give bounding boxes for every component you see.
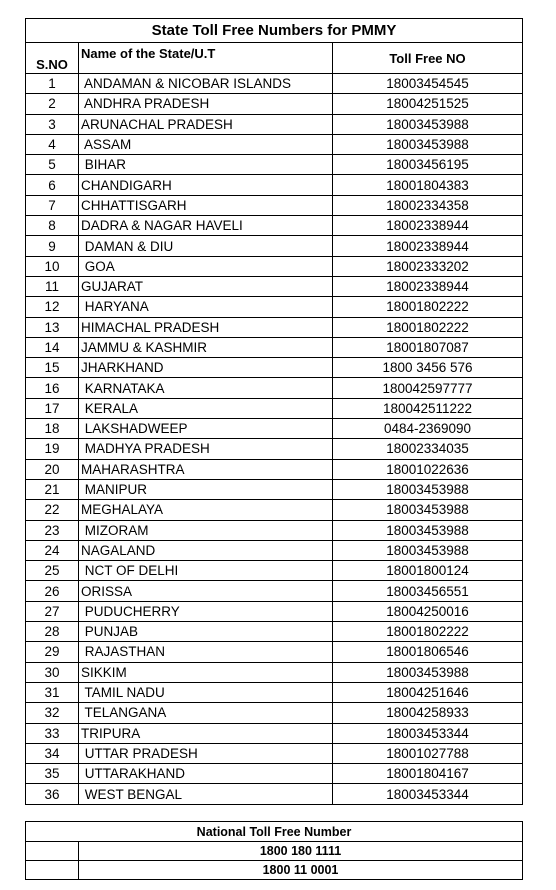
row-toll-free-cell: 18003453988 bbox=[333, 540, 523, 560]
row-sno-cell: 13 bbox=[26, 317, 79, 337]
row-sno-cell: 26 bbox=[26, 581, 79, 601]
row-state-name-cell: PUNJAB bbox=[79, 622, 333, 642]
row-toll-free-cell: 18003456195 bbox=[333, 155, 523, 175]
row-state-name-cell: HIMACHAL PRADESH bbox=[79, 317, 333, 337]
row-sno-cell: 27 bbox=[26, 601, 79, 621]
table-body bbox=[26, 74, 523, 805]
table-title: State Toll Free Numbers for PMMY bbox=[26, 19, 523, 43]
national-table-title: National Toll Free Number bbox=[26, 822, 523, 842]
row-sno-cell: 29 bbox=[26, 642, 79, 662]
row-sno-cell: 3 bbox=[26, 114, 79, 134]
table-row bbox=[26, 723, 523, 743]
table-row bbox=[26, 622, 523, 642]
table-row bbox=[26, 256, 523, 276]
national-number-row bbox=[26, 842, 523, 861]
table-row bbox=[26, 520, 523, 540]
row-state-name-cell: MANIPUR bbox=[79, 479, 333, 499]
row-state-name-cell: CHANDIGARH bbox=[79, 175, 333, 195]
table-row bbox=[26, 317, 523, 337]
row-sno-cell: 31 bbox=[26, 682, 79, 702]
row-toll-free-cell: 18001800124 bbox=[333, 561, 523, 581]
row-state-name-cell: UTTAR PRADESH bbox=[79, 743, 333, 763]
national-number-row bbox=[26, 861, 523, 880]
table-row bbox=[26, 195, 523, 215]
row-sno-cell: 24 bbox=[26, 540, 79, 560]
row-state-name-cell: HARYANA bbox=[79, 297, 333, 317]
row-toll-free-cell: 18003453344 bbox=[333, 784, 523, 804]
row-state-name-cell: MIZORAM bbox=[79, 520, 333, 540]
row-toll-free-cell: 18002338944 bbox=[333, 216, 523, 236]
row-state-name-cell: BIHAR bbox=[79, 155, 333, 175]
row-toll-free-cell: 18001027788 bbox=[333, 743, 523, 763]
table-row bbox=[26, 784, 523, 804]
row-toll-free-cell: 18003453988 bbox=[333, 479, 523, 499]
row-state-name-cell: WEST BENGAL bbox=[79, 784, 333, 804]
row-state-name-cell: ARUNACHAL PRADESH bbox=[79, 114, 333, 134]
table-row bbox=[26, 561, 523, 581]
row-state-name-cell: DAMAN & DIU bbox=[79, 236, 333, 256]
table-row bbox=[26, 662, 523, 682]
row-toll-free-cell: 18004250016 bbox=[333, 601, 523, 621]
row-sno-cell: 11 bbox=[26, 276, 79, 296]
row-sno-cell: 34 bbox=[26, 743, 79, 763]
row-state-name-cell: UTTARAKHAND bbox=[79, 764, 333, 784]
row-state-name-cell: TAMIL NADU bbox=[79, 682, 333, 702]
row-sno-cell: 30 bbox=[26, 662, 79, 682]
row-state-name-cell: GOA bbox=[79, 256, 333, 276]
row-state-name-cell: GUJARAT bbox=[79, 276, 333, 296]
table-row bbox=[26, 378, 523, 398]
row-sno-cell: 16 bbox=[26, 378, 79, 398]
row-sno-cell: 18 bbox=[26, 419, 79, 439]
national-number: 1800 11 0001 bbox=[79, 861, 523, 880]
row-toll-free-cell: 1800 3456 576 bbox=[333, 358, 523, 378]
row-sno-cell: 21 bbox=[26, 479, 79, 499]
row-state-name-cell: MAHARASHTRA bbox=[79, 459, 333, 479]
row-state-name-cell: MEGHALAYA bbox=[79, 500, 333, 520]
column-header-state-name: Name of the State/U.T bbox=[79, 43, 333, 74]
table-row bbox=[26, 601, 523, 621]
row-toll-free-cell: 18002334358 bbox=[333, 195, 523, 215]
row-state-name-cell: NAGALAND bbox=[79, 540, 333, 560]
row-state-name-cell: SIKKIM bbox=[79, 662, 333, 682]
table-row bbox=[26, 74, 523, 94]
row-toll-free-cell: 18001802222 bbox=[333, 317, 523, 337]
row-toll-free-cell: 18002338944 bbox=[333, 276, 523, 296]
table-row bbox=[26, 114, 523, 134]
row-state-name-cell: RAJASTHAN bbox=[79, 642, 333, 662]
table-row bbox=[26, 439, 523, 459]
row-sno-cell: 36 bbox=[26, 784, 79, 804]
row-toll-free-cell: 18003453988 bbox=[333, 114, 523, 134]
row-state-name-cell: TELANGANA bbox=[79, 703, 333, 723]
row-sno-cell: 7 bbox=[26, 195, 79, 215]
row-toll-free-cell: 18002334035 bbox=[333, 439, 523, 459]
national-row-blank-cell bbox=[26, 861, 79, 880]
row-sno-cell: 9 bbox=[26, 236, 79, 256]
national-toll-free-table bbox=[25, 821, 523, 880]
row-sno-cell: 5 bbox=[26, 155, 79, 175]
table-row bbox=[26, 682, 523, 702]
row-sno-cell: 15 bbox=[26, 358, 79, 378]
national-number: 1800 180 1111 bbox=[79, 842, 523, 861]
row-sno-cell: 28 bbox=[26, 622, 79, 642]
row-sno-cell: 2 bbox=[26, 94, 79, 114]
row-sno-cell: 8 bbox=[26, 216, 79, 236]
row-toll-free-cell: 18001802222 bbox=[333, 622, 523, 642]
table-row bbox=[26, 459, 523, 479]
row-sno-cell: 33 bbox=[26, 723, 79, 743]
row-toll-free-cell: 18001804167 bbox=[333, 764, 523, 784]
row-sno-cell: 17 bbox=[26, 398, 79, 418]
row-toll-free-cell: 18001802222 bbox=[333, 297, 523, 317]
row-toll-free-cell: 18004258933 bbox=[333, 703, 523, 723]
row-toll-free-cell: 0484-2369090 bbox=[333, 419, 523, 439]
row-toll-free-cell: 18003453988 bbox=[333, 134, 523, 154]
row-state-name-cell: CHHATTISGARH bbox=[79, 195, 333, 215]
row-toll-free-cell: 18004251646 bbox=[333, 682, 523, 702]
row-state-name-cell: NCT OF DELHI bbox=[79, 561, 333, 581]
row-sno-cell: 22 bbox=[26, 500, 79, 520]
row-sno-cell: 12 bbox=[26, 297, 79, 317]
row-toll-free-cell: 18003456551 bbox=[333, 581, 523, 601]
row-state-name-cell: KARNATAKA bbox=[79, 378, 333, 398]
row-sno-cell: 25 bbox=[26, 561, 79, 581]
table-row bbox=[26, 236, 523, 256]
row-toll-free-cell: 180042597777 bbox=[333, 378, 523, 398]
row-toll-free-cell: 18001807087 bbox=[333, 337, 523, 357]
row-state-name-cell: MADHYA PRADESH bbox=[79, 439, 333, 459]
column-header-sno: S.NO bbox=[26, 43, 79, 74]
row-sno-cell: 6 bbox=[26, 175, 79, 195]
table-row bbox=[26, 358, 523, 378]
state-toll-free-table bbox=[25, 18, 523, 805]
row-toll-free-cell: 18003453988 bbox=[333, 662, 523, 682]
row-state-name-cell: LAKSHADWEEP bbox=[79, 419, 333, 439]
row-toll-free-cell: 18004251525 bbox=[333, 94, 523, 114]
row-sno-cell: 19 bbox=[26, 439, 79, 459]
row-sno-cell: 14 bbox=[26, 337, 79, 357]
table-row bbox=[26, 479, 523, 499]
row-state-name-cell: ANDAMAN & NICOBAR ISLANDS bbox=[79, 74, 333, 94]
row-sno-cell: 35 bbox=[26, 764, 79, 784]
table-row bbox=[26, 175, 523, 195]
row-toll-free-cell: 180042511222 bbox=[333, 398, 523, 418]
row-toll-free-cell: 18001022636 bbox=[333, 459, 523, 479]
row-state-name-cell: JHARKHAND bbox=[79, 358, 333, 378]
row-state-name-cell: PUDUCHERRY bbox=[79, 601, 333, 621]
table-row bbox=[26, 581, 523, 601]
row-toll-free-cell: 18003453344 bbox=[333, 723, 523, 743]
table-row bbox=[26, 94, 523, 114]
row-toll-free-cell: 18003453988 bbox=[333, 520, 523, 540]
table-row bbox=[26, 276, 523, 296]
table-row bbox=[26, 419, 523, 439]
table-row bbox=[26, 155, 523, 175]
row-toll-free-cell: 18002338944 bbox=[333, 236, 523, 256]
row-toll-free-cell: 18003453988 bbox=[333, 500, 523, 520]
row-state-name-cell: ORISSA bbox=[79, 581, 333, 601]
table-row bbox=[26, 216, 523, 236]
column-header-toll-free-no: Toll Free NO bbox=[333, 43, 523, 74]
table-row bbox=[26, 703, 523, 723]
row-sno-cell: 10 bbox=[26, 256, 79, 276]
row-sno-cell: 32 bbox=[26, 703, 79, 723]
national-row-blank-cell bbox=[26, 842, 79, 861]
row-sno-cell: 4 bbox=[26, 134, 79, 154]
table-row bbox=[26, 743, 523, 763]
row-state-name-cell: TRIPURA bbox=[79, 723, 333, 743]
row-toll-free-cell: 18001804383 bbox=[333, 175, 523, 195]
table-row bbox=[26, 134, 523, 154]
row-state-name-cell: JAMMU & KASHMIR bbox=[79, 337, 333, 357]
table-row bbox=[26, 540, 523, 560]
table-row bbox=[26, 500, 523, 520]
table-row bbox=[26, 764, 523, 784]
row-state-name-cell: KERALA bbox=[79, 398, 333, 418]
table-row bbox=[26, 398, 523, 418]
table-row bbox=[26, 337, 523, 357]
row-state-name-cell: DADRA & NAGAR HAVELI bbox=[79, 216, 333, 236]
row-sno-cell: 23 bbox=[26, 520, 79, 540]
row-toll-free-cell: 18001806546 bbox=[333, 642, 523, 662]
row-sno-cell: 20 bbox=[26, 459, 79, 479]
row-state-name-cell: ANDHRA PRADESH bbox=[79, 94, 333, 114]
table-row bbox=[26, 642, 523, 662]
row-state-name-cell: ASSAM bbox=[79, 134, 333, 154]
row-toll-free-cell: 18002333202 bbox=[333, 256, 523, 276]
row-sno-cell: 1 bbox=[26, 74, 79, 94]
row-toll-free-cell: 18003454545 bbox=[333, 74, 523, 94]
table-row bbox=[26, 297, 523, 317]
